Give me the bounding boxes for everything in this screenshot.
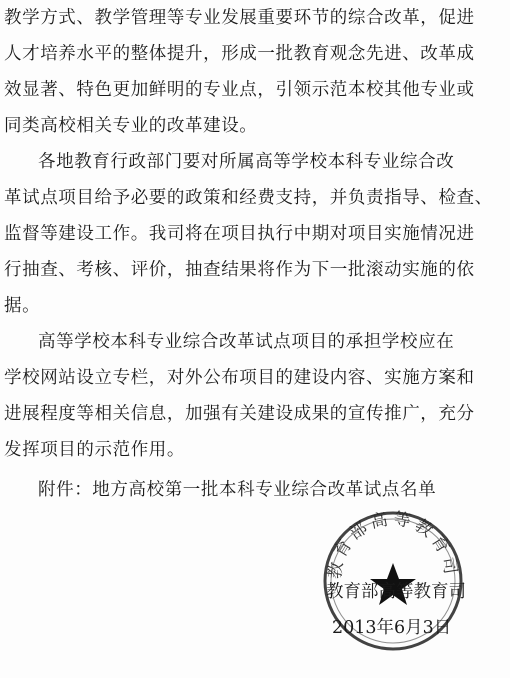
paragraph-line: 效显著、特色更加鲜明的专业点，引领示范本校其他专业或: [4, 80, 475, 100]
paragraph-line: 发挥项目的示范作用。: [4, 440, 185, 460]
issuer-name: 教育部高等教育司: [326, 582, 466, 602]
seal-text: 教育部高等教育司: [325, 508, 461, 581]
paragraph-line: 学校网站设立专栏，对外公布项目的建设内容、实施方案和: [4, 368, 475, 388]
paragraph-line: 进展程度等相关信息，加强有关建设成果的宣传推广，充分: [4, 404, 475, 424]
paragraph-line: 革试点项目给予必要的政策和经费支持，并负责指导、检查、: [4, 188, 493, 208]
paragraph-line: 人才培养水平的整体提升，形成一批教育观念先进、改革成: [4, 44, 475, 64]
paragraph-line: 据。: [4, 296, 41, 316]
issue-date: 2013年6月3日: [332, 618, 452, 638]
paragraph-line: 教学方式、教学管理等专业发展重要环节的综合改革，促进: [4, 8, 475, 28]
attachment-line: 附件：地方高校第一批本科专业综合改革试点名单: [38, 480, 437, 500]
paragraph-line: 高等学校本科专业综合改革试点项目的承担学校应在: [38, 332, 455, 352]
paragraph-line: 同类高校相关专业的改革建设。: [4, 116, 258, 136]
paragraph-line: 行抽查、考核、评价，抽查结果将作为下一批滚动实施的依: [4, 260, 475, 280]
paragraph-line: 各地教育行政部门要对所属高等学校本科专业综合改: [38, 152, 455, 172]
paragraph-line: 监督等建设工作。我司将在项目执行中期对项目实施情况进: [4, 224, 475, 244]
